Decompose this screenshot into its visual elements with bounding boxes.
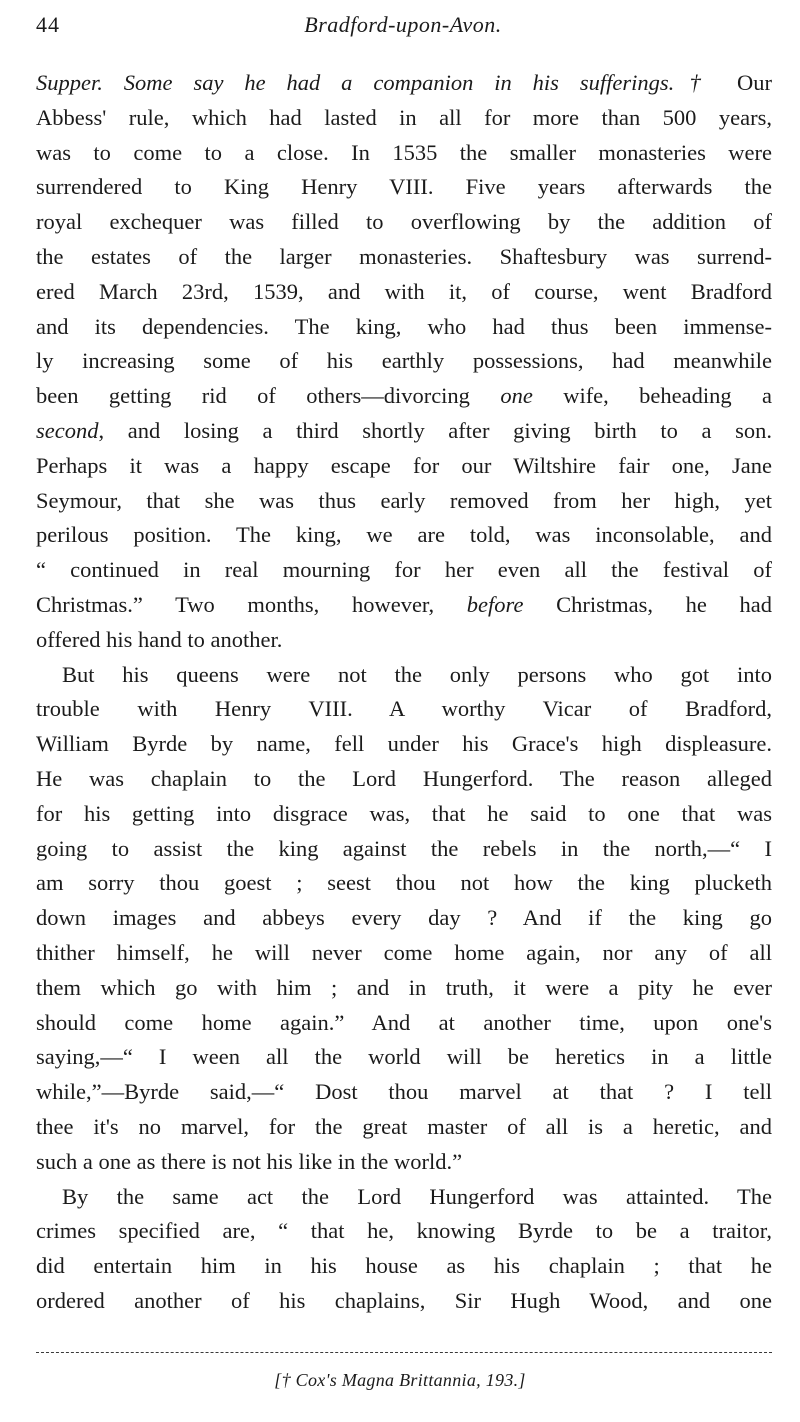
text-line: Seymour, that she was thus early removed from her high, yet [36,487,772,513]
text-line: crimes specified are, “ that he, knowing Byrde to be a traitor, [36,1218,772,1244]
running-title: Bradford-upon-Avon. [304,12,502,37]
text-line: second, and losing a third shortly after giving birth to a son. [36,417,772,443]
text-line: been getting rid of others—divorcing one wife, beheading a [36,383,772,409]
footnote: [† Cox's Magna Brittannia, 193.] [274,1370,526,1390]
body-text [36,66,772,1319]
text-line: “ continued in real mourning for her even all the festival of [36,557,772,583]
text-line: thee it's no marvel, for the great master of all is a heretic, and [36,1113,772,1139]
text-line: offered his hand to another. [36,626,283,652]
text-line: By the same act the Lord Hungerford was attainted. The [62,1183,772,1209]
text-line: trouble with Henry VIII. A worthy Vicar of Bradford, [36,696,772,722]
text-line: Perhaps it was a happy escape for our Wiltshire fair one, Jane [36,452,772,478]
text-line: royal exchequer was filled to overflowing by the addition of [36,209,772,235]
text-line: ordered another of his chaplains, Sir Hugh Wood, and one [36,1287,772,1313]
text-line: surrendered to King Henry VIII. Five years afterwards the [36,174,772,200]
text-line: He was chaplain to the Lord Hungerford. The reason alleged [36,765,772,791]
text-line: going to assist the king against the rebels in the north,—“ I [36,835,772,861]
text-line: perilous position. The king, we are told, was inconsolable, and [36,522,772,548]
text-line: ly increasing some of his earthly possessions, had meanwhile [36,348,772,374]
text-line: down images and abbeys every day ? And if the king go [36,905,772,931]
text-line: Christmas.” Two months, however, before Christmas, he had [36,591,772,617]
text-line: But his queens were not the only persons who got into [62,661,772,687]
text-line: such a one as there is not his like in the world.” [36,1148,463,1174]
text-line: should come home again.” And at another time, upon one's [36,1009,772,1035]
text-line: saying,—“ I ween all the world will be heretics in a little [36,1044,772,1070]
text-line: William Byrde by name, fell under his Grace's high displeasure. [36,731,772,757]
text-line: ered March 23rd, 1539, and with it, of course, went Bradford [36,278,772,304]
text-line: am sorry thou goest ; seest thou not how the king plucketh [36,870,772,896]
text-line: Abbess' rule, which had lasted in all for more than 500 years, [36,104,772,130]
text-line: Supper. Some say he had a companion in his sufferings.† Our [36,70,773,95]
text-line: was to come to a close. In 1535 the smaller monasteries were [36,139,772,165]
page-number: 44 [36,12,60,37]
footnote-rule [36,1352,772,1353]
text-line: them which go with him ; and in truth, it were a pity he ever [36,974,772,1000]
text-line: thither himself, he will never come home again, nor any of all [36,939,772,965]
text-line: for his getting into disgrace was, that he said to one that was [36,800,772,826]
page-header [36,12,770,42]
text-line: and its dependencies. The king, who had thus been immense- [36,313,772,339]
text-line: while,”—Byrde said,—“ Dost thou marvel at that ? I tell [36,1079,772,1105]
text-line: did entertain him in his house as his chaplain ; that he [36,1253,772,1279]
text-line: the estates of the larger monasteries. Shaftesbury was surrend- [36,243,772,269]
